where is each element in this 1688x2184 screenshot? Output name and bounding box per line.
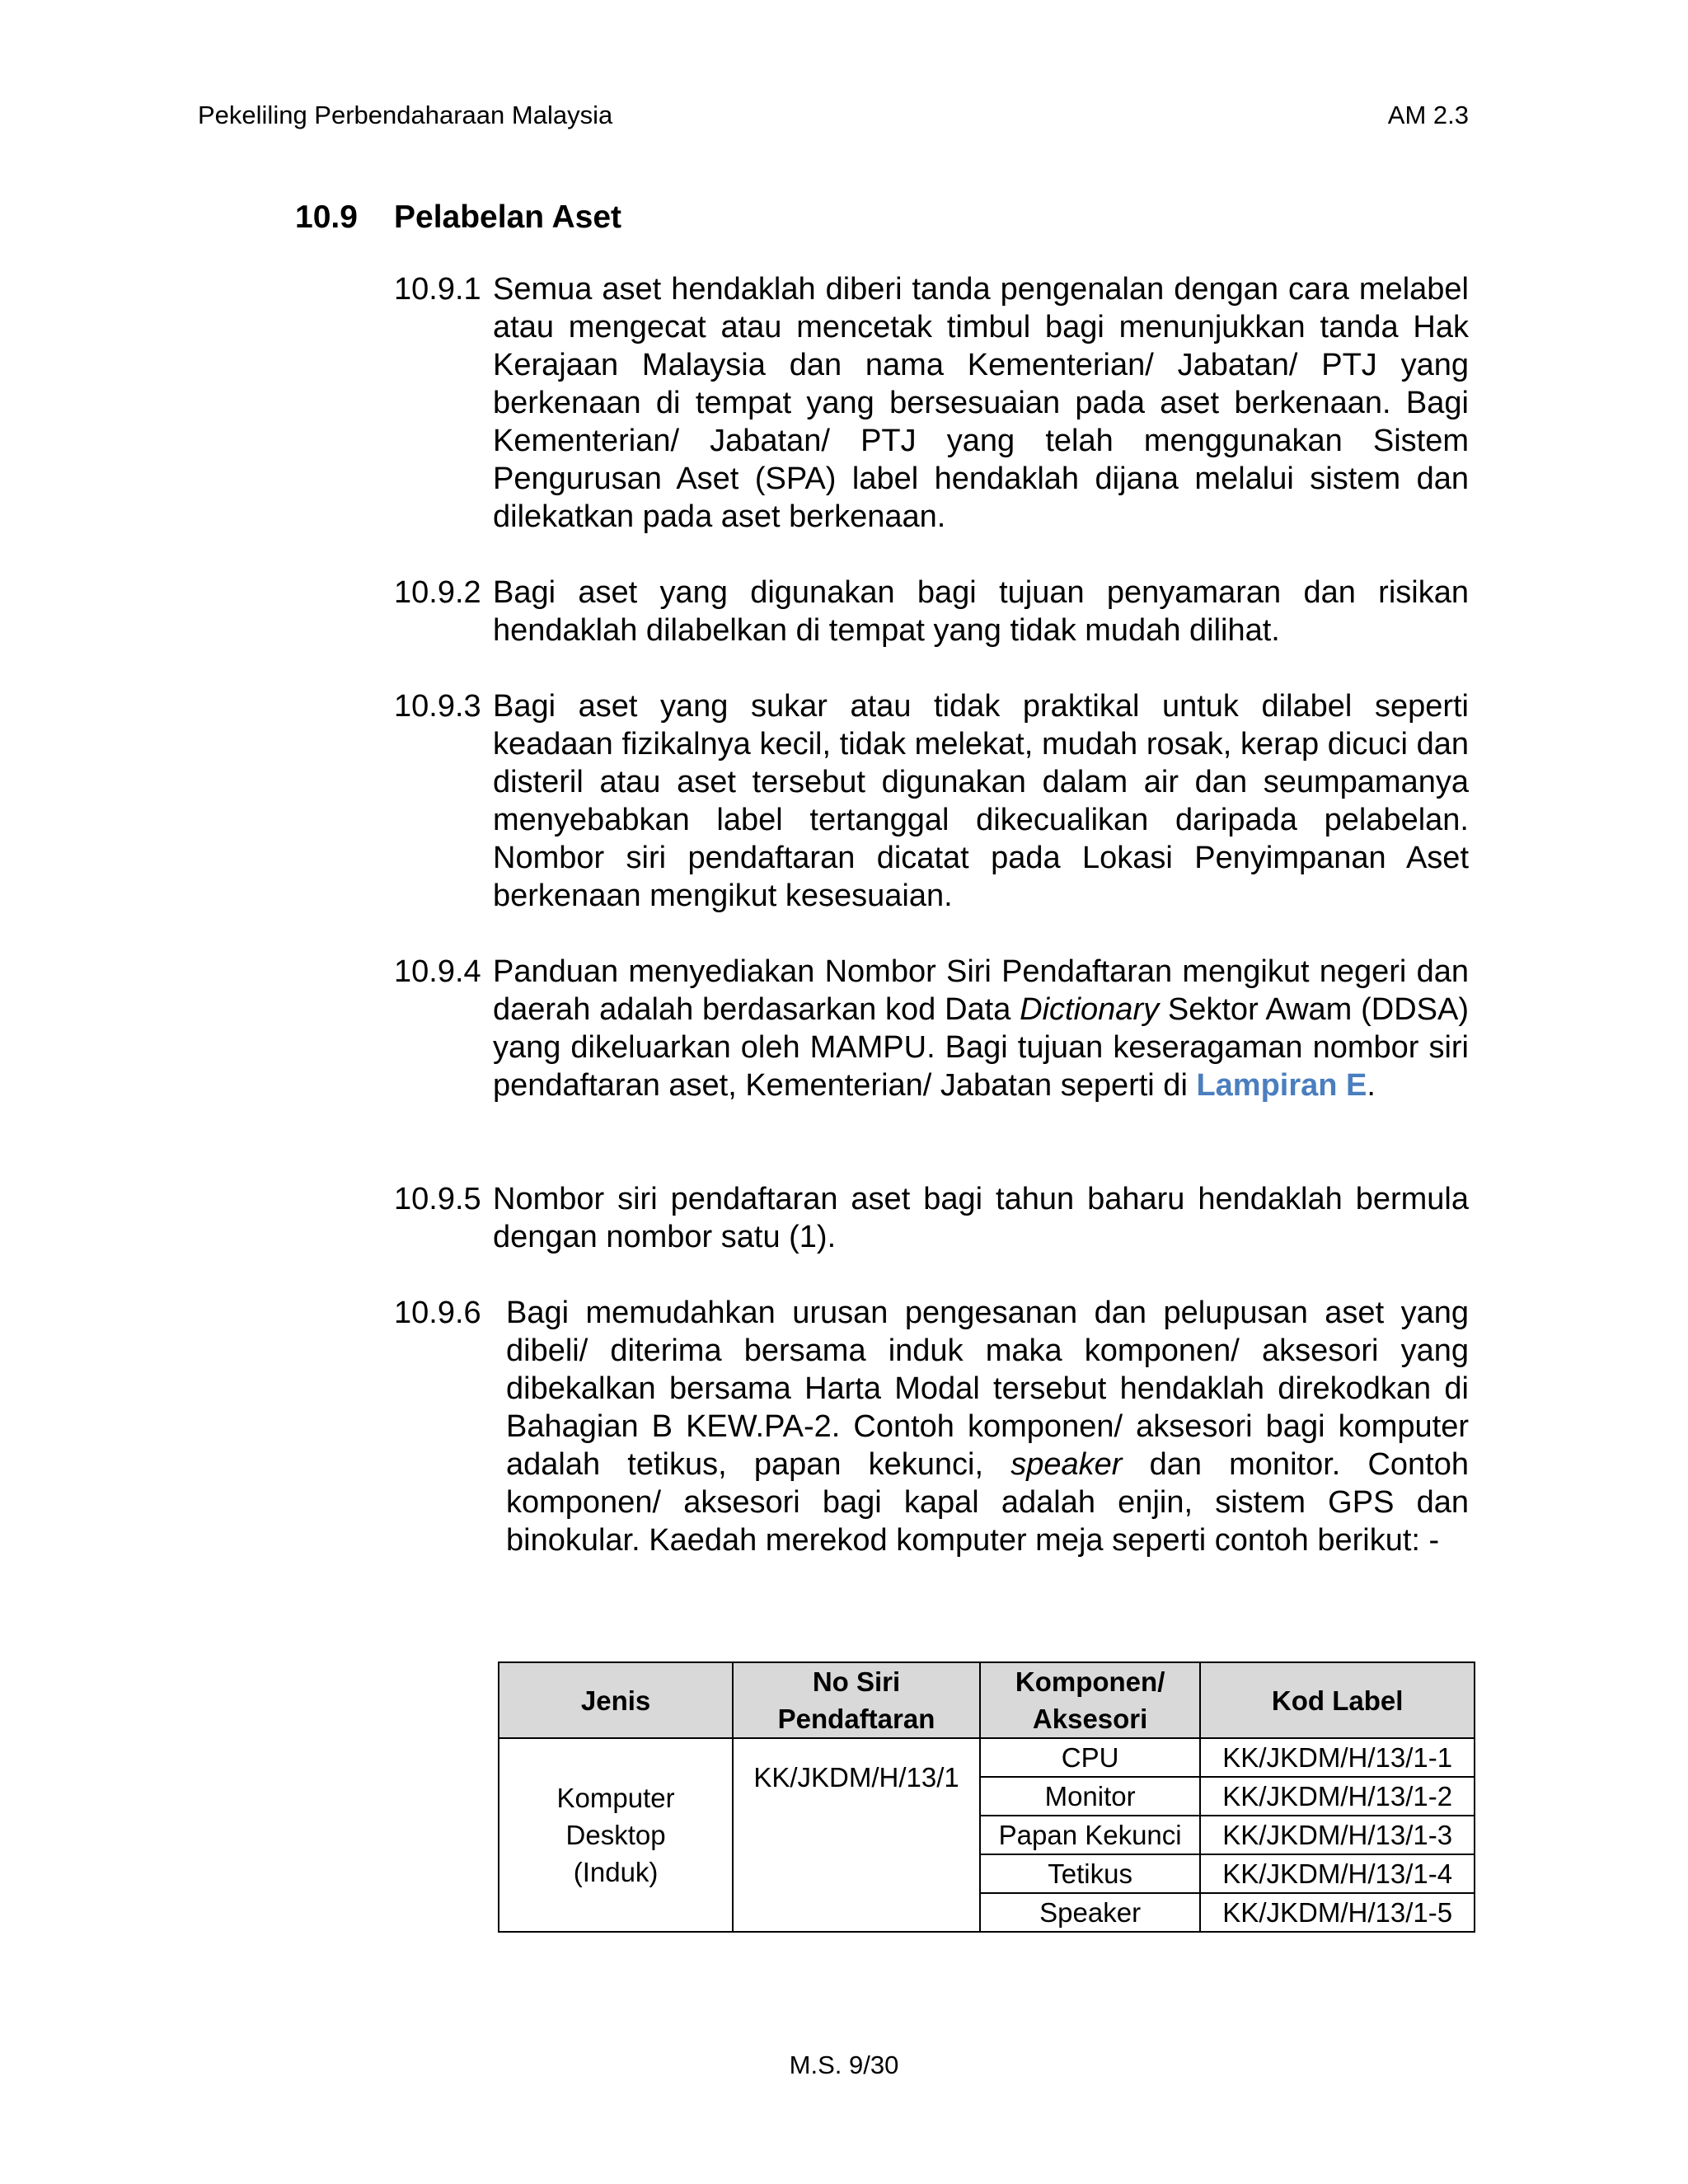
komponen-cell: Speaker [980,1893,1201,1932]
clause-10-9-1 [394,270,1469,536]
table-header-row [499,1662,1475,1738]
header-title: Pekeliling Perbendaharaan Malaysia [198,101,613,129]
clause-text-part: Panduan menyediakan Nombor Siri Pendaftaran mengikut negeri dan daerah adalah berdasarkan kod Data [493,954,1469,1027]
clause-10-9-4 [394,953,1469,1104]
clause-text: Bagi aset yang sukar atau tidak praktikal untuk dilabel seperti keadaan fizikalnya kecil, tidak melekat, mudah rosak, kerap dicuci dan disteril atau aset tersebut digunakan dalam air dan seumpamanya menyebabkan label tertanggal dikecualikan daripada pelabelan. Nombor siri pendaftaran dicatat pada Lokasi Penyimpanan Aset berkenaan mengikut kesesuaian. [493,689,1469,913]
column-header-komponen: Komponen/ Aksesori [980,1662,1201,1738]
column-header-jenis: Jenis [499,1662,733,1738]
kod-label-cell: KK/JKDM/H/13/1-2 [1200,1777,1475,1816]
clause-number: 10.9.5 [394,1182,481,1216]
komponen-cell: CPU [980,1738,1201,1777]
clause-text: Nombor siri pendaftaran aset bagi tahun baharu hendaklah bermula dengan nombor satu (1). [493,1182,1469,1254]
clause-number: 10.9.2 [394,575,481,610]
section-title: Pelabelan Aset [394,199,622,235]
komponen-cell: Monitor [980,1777,1201,1816]
jenis-line: (Induk) [573,1857,659,1887]
clause-10-9-5 [394,1180,1469,1256]
section-number: 10.9 [295,199,358,235]
clause-text-italic: Dictionary [1020,992,1160,1027]
clause-10-9-6 [394,1294,1469,1559]
clause-number: 10.9.6 [394,1296,481,1330]
clause-text: Semua aset hendaklah diberi tanda pengenalan dengan cara melabel atau mengecat atau mencetak timbul bagi menunjukkan tanda Hak Kerajaan Malaysia dan nama Kementerian/ Jabatan/ PTJ yang berkenaan di tempat yang bersesuaian pada aset berkenaan. Bagi Kementerian/ Jabatan/ PTJ yang telah menggunakan Sistem Pengurusan Aset (SPA) label hendaklah dijana melalui sistem dan dilekatkan pada aset berkenaan. [493,272,1469,534]
column-header-kod-label: Kod Label [1200,1662,1475,1738]
no-siri-cell: KK/JKDM/H/13/1 [733,1738,980,1932]
kod-label-cell: KK/JKDM/H/13/1-5 [1200,1893,1475,1932]
clause-text-part: Sektor Awam (DDSA) yang dikeluarkan oleh MAMPU. Bagi tujuan keseragaman nombor siri pendaftaran aset, Kementerian/ Jabatan seperti di [493,992,1469,1103]
lampiran-e-link[interactable]: Lampiran E [1196,1068,1367,1103]
clause-10-9-2 [394,574,1469,649]
jenis-line: Desktop [565,1820,666,1850]
clause-text [506,1294,1469,1559]
column-header-no-siri: No Siri Pendaftaran [733,1662,980,1738]
page-number: M.S. 9/30 [789,2050,899,2079]
clause-text-part: Bagi memudahkan urusan pengesanan dan pelupusan aset yang dibeli/ diterima bersama induk maka komponen/ aksesori yang dibekalkan bersama Harta Modal tersebut hendaklah direkodkan di Bahagian B KEW.PA-2. Contoh komponen/ aksesori bagi komputer adalah tetikus, papan kekunci, [506,1296,1469,1482]
clause-number: 10.9.1 [394,272,481,307]
kod-label-cell: KK/JKDM/H/13/1-3 [1200,1816,1475,1854]
label-code-table [498,1661,1475,1933]
header-reference: AM 2.3 [1387,101,1469,129]
jenis-line: Komputer [556,1783,675,1813]
clause-text-italic: speaker [1010,1447,1123,1482]
clause-text: Bagi aset yang digunakan bagi tujuan penyamaran dan risikan hendaklah dilabelkan di tempat yang tidak mudah dilihat. [493,575,1469,648]
section-heading [295,198,621,237]
clause-text-part: dan monitor. Contoh komponen/ aksesori bagi kapal adalah enjin, sistem GPS dan binokular. Kaedah merekod komputer meja seperti contoh berikut: - [506,1447,1470,1558]
kod-label-cell: KK/JKDM/H/13/1-4 [1200,1854,1475,1893]
clause-number: 10.9.3 [394,689,481,724]
komponen-cell: Tetikus [980,1854,1201,1893]
clause-number: 10.9.4 [394,954,481,989]
clause-text-part: . [1367,1068,1376,1103]
komponen-cell: Papan Kekunci [980,1816,1201,1854]
clause-text [493,953,1469,1104]
kod-label-cell: KK/JKDM/H/13/1-1 [1200,1738,1475,1777]
jenis-cell [499,1738,733,1932]
clause-10-9-3 [394,687,1469,915]
table-row [499,1738,1475,1777]
